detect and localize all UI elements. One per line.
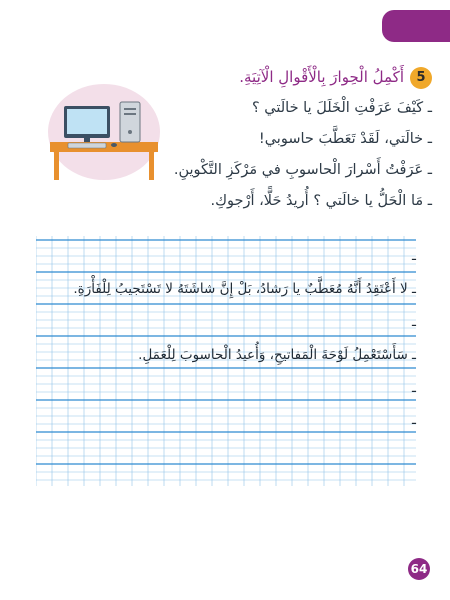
- mouse: [111, 143, 117, 147]
- line-dash: ـ: [412, 380, 416, 396]
- answer-line: ـ سَأَسْتَعْمِلُ لَوْحَةَ الْمَفاتيحِ، وَأُعيدُ الْحاسوبَ لِلْعَمَلِ.: [138, 347, 416, 363]
- chapter-tab: [382, 10, 450, 42]
- exercise-instruction: أَكْمِلُ الْحِوارَ بِالْأَقْوالِ الْآتِيَةِ.: [239, 68, 404, 86]
- exercise-header: [172, 62, 432, 93]
- keyboard: [68, 143, 106, 148]
- line-dash: ـ: [412, 314, 416, 330]
- dialogue-line: ـ عَرَفْتُ أَسْرارَ الْحاسوبِ في مَرْكَزِ التَّكْوينِ.: [173, 162, 432, 178]
- line-dash: ـ: [412, 412, 416, 428]
- computer-illustration: [44, 80, 164, 190]
- dialogue-line: ـ كَيْفَ عَرَفْتِ الْخَلَلَ يا خالَتي ؟: [251, 100, 432, 116]
- dialogue-line: ـ مَا الْحَلُّ يا خالَتي ؟ أُريدُ حَلًّا، أَرْجوكِ.: [210, 193, 432, 209]
- exercise-number-badge: 5: [410, 67, 432, 89]
- page-number: 64: [408, 558, 430, 580]
- exercise-block: [172, 62, 432, 217]
- desk-leg-right: [149, 152, 154, 180]
- monitor-stand: [84, 138, 90, 142]
- dialogue-line: ـ خالَتي، لَقَدْ تَعَطَّبَ حاسوبي!: [258, 131, 432, 147]
- monitor-screen: [67, 109, 107, 134]
- desk-leg-left: [54, 152, 59, 180]
- answer-line: ـ لا أَعْتَقِدُ أَنَّهُ مُعَطَّبٌ يا رَشادُ، بَلْ إِنَّ شاشَتَهُ لا تَسْتَجيبُ لِلْفَأْرَةِ.: [73, 281, 416, 297]
- line-dash: ـ: [412, 248, 416, 264]
